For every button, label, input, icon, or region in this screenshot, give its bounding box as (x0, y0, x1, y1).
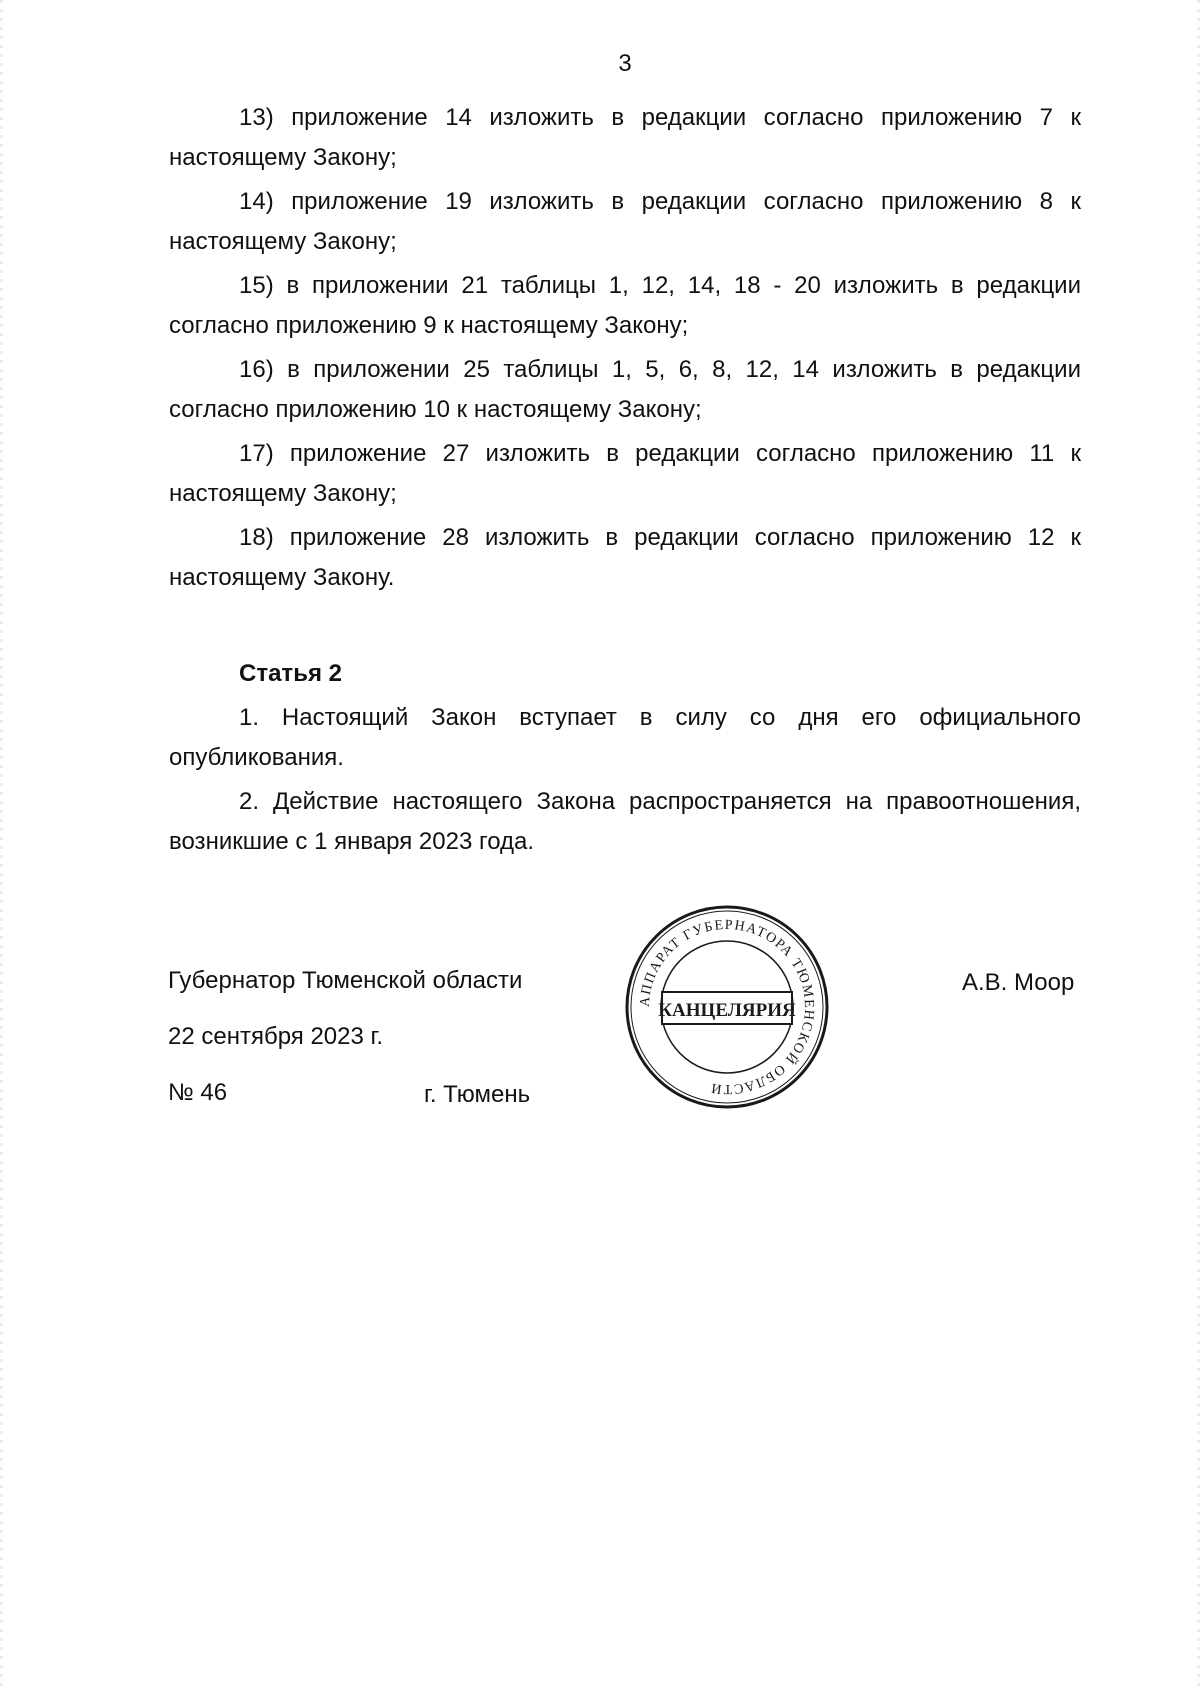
article-heading: Статья 2 (239, 660, 342, 687)
seal-center-text: КАНЦЕЛЯРИЯ (658, 1000, 796, 1021)
article-paragraph: 1. Настоящий Закон вступает в силу со дня его официального опубликования. (169, 704, 1081, 771)
seal-graphic (624, 904, 830, 1110)
list-item: 16) в приложении 25 таблицы 1, 5, 6, 8, 12, 14 изложить в редакции согласно приложению 10 к настоящему Закону; (169, 356, 1081, 423)
article-paragraph: 2. Действие настоящего Закона распространяется на правоотношения, возникшие с 1 января 2023 года. (169, 788, 1081, 855)
page-number: 3 (618, 50, 632, 77)
signing-city: г. Тюмень (424, 1081, 531, 1108)
document-body (169, 98, 1081, 866)
signatory-name: А.В. Моор (962, 969, 1075, 996)
list-item: 18) приложение 28 изложить в редакции согласно приложению 12 к настоящему Закону. (169, 524, 1081, 591)
signing-date: 22 сентября 2023 г. (168, 1023, 383, 1050)
scan-edge-left (0, 0, 3, 1686)
signatory-position: Губернатор Тюменской области (168, 967, 523, 994)
list-item: 15) в приложении 21 таблицы 1, 12, 14, 18 - 20 изложить в редакции согласно приложению 9 к настоящему Закону; (169, 272, 1081, 339)
list-item: 14) приложение 19 изложить в редакции согласно приложению 8 к настоящему Закону; (169, 188, 1081, 255)
official-seal (624, 904, 830, 1110)
list-item: 17) приложение 27 изложить в редакции согласно приложению 11 к настоящему Закону; (169, 440, 1081, 507)
seal-ring-textpath: АППАРАТ ГУБЕРНАТОРА ТЮМЕНСКОЙ ОБЛАСТИ (637, 917, 817, 1097)
document-number: № 46 (168, 1079, 228, 1106)
list-item: 13) приложение 14 изложить в редакции согласно приложению 7 к настоящему Закону; (169, 104, 1081, 171)
